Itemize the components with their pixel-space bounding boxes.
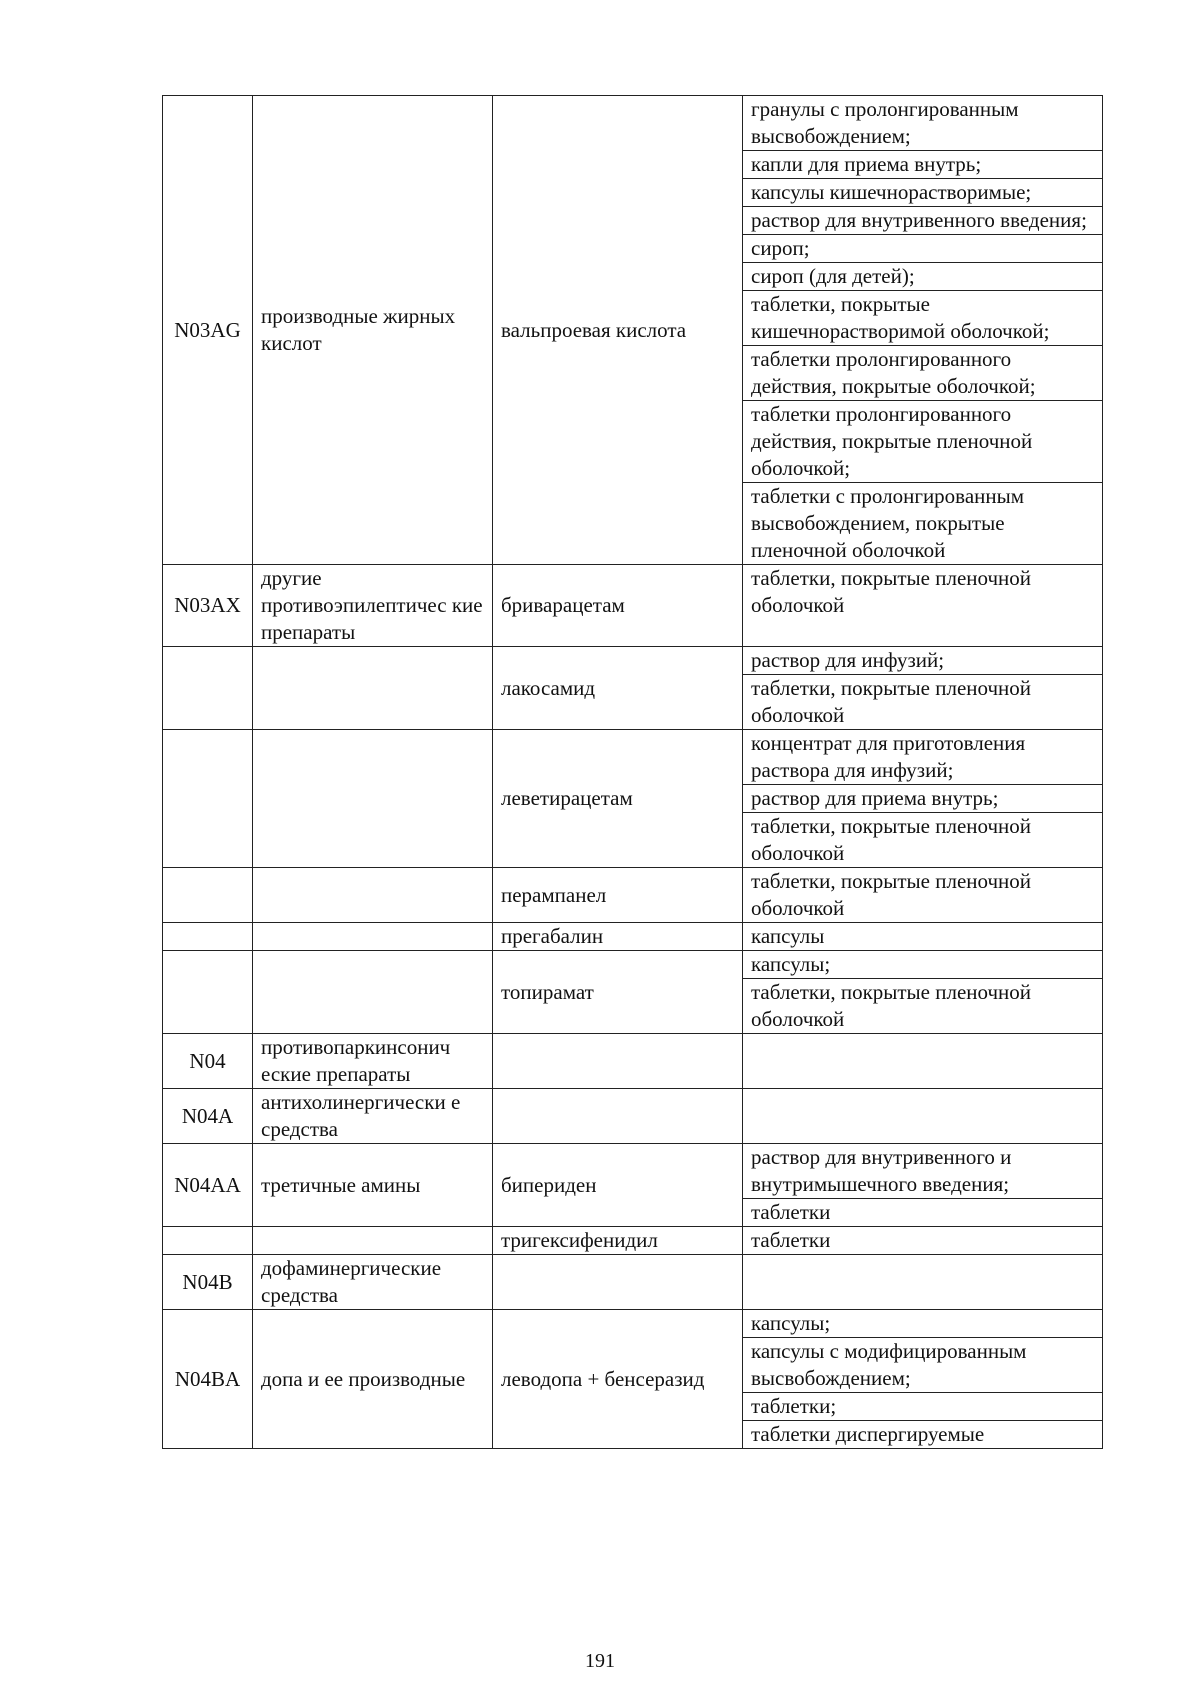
dosage-form-item: раствор для внутривенного и внутримышечного введения; bbox=[751, 1145, 1012, 1196]
atc-code-cell: N03AX bbox=[163, 565, 253, 647]
dosage-form-item: таблетки, покрытые пленочной оболочкой bbox=[743, 978, 1102, 1033]
drug-name-cell: бипериден bbox=[493, 1144, 743, 1227]
dosage-form-item: таблетки bbox=[743, 1198, 1102, 1226]
table-row bbox=[163, 1310, 1103, 1449]
dosage-form-item: таблетки; bbox=[743, 1392, 1102, 1420]
group-name-cell bbox=[253, 647, 493, 730]
dosage-form-item: сироп; bbox=[743, 234, 1102, 262]
dosage-form-item: таблетки пролонгированного действия, покрытые пленочной оболочкой; bbox=[743, 400, 1102, 482]
group-name-cell bbox=[253, 868, 493, 923]
dosage-forms-cell bbox=[743, 1255, 1103, 1310]
table-row bbox=[163, 923, 1103, 951]
dosage-forms-cell bbox=[743, 565, 1103, 647]
dosage-form-item: таблетки, покрытые кишечнорастворимой оболочкой; bbox=[743, 290, 1102, 345]
dosage-forms-cell bbox=[743, 730, 1103, 868]
drug-name-cell: топирамат bbox=[493, 951, 743, 1034]
dosage-form-item: капсулы bbox=[751, 924, 825, 948]
group-name-cell: производные жирных кислот bbox=[253, 96, 493, 565]
group-name-cell bbox=[253, 730, 493, 868]
atc-code-cell bbox=[163, 1227, 253, 1255]
atc-code-cell bbox=[163, 868, 253, 923]
atc-code-cell: N04 bbox=[163, 1034, 253, 1089]
dosage-forms-cell bbox=[743, 96, 1103, 565]
atc-code-cell: N04AA bbox=[163, 1144, 253, 1227]
dosage-form-item: таблетки пролонгированного действия, покрытые оболочкой; bbox=[743, 345, 1102, 400]
group-name-cell: третичные амины bbox=[253, 1144, 493, 1227]
group-name-cell: допа и ее производные bbox=[253, 1310, 493, 1449]
dosage-form-item: таблетки диспергируемые bbox=[743, 1420, 1102, 1448]
table-row bbox=[163, 96, 1103, 565]
table-row bbox=[163, 868, 1103, 923]
table-row bbox=[163, 1089, 1103, 1144]
table-row bbox=[163, 1034, 1103, 1089]
group-name-cell: другие противоэпилептичес кие препараты bbox=[253, 565, 493, 647]
dosage-forms-cell bbox=[743, 868, 1103, 923]
drug-name-cell: леветирацетам bbox=[493, 730, 743, 868]
table-row bbox=[163, 951, 1103, 1034]
dosage-form-item: раствор для приема внутрь; bbox=[743, 784, 1102, 812]
atc-code-cell bbox=[163, 730, 253, 868]
group-name-cell: антихолинергически е средства bbox=[253, 1089, 493, 1144]
atc-code-cell: N04BA bbox=[163, 1310, 253, 1449]
table-row bbox=[163, 565, 1103, 647]
dosage-form-item: капли для приема внутрь; bbox=[743, 150, 1102, 178]
table-row bbox=[163, 1255, 1103, 1310]
drug-name-cell bbox=[493, 1089, 743, 1144]
table-body bbox=[163, 96, 1103, 1449]
dosage-forms-cell bbox=[743, 1310, 1103, 1449]
drug-table bbox=[162, 95, 1103, 1449]
dosage-forms-cell bbox=[743, 923, 1103, 951]
dosage-form-item: концентрат для приготовления раствора для инфузий; bbox=[751, 731, 1026, 782]
group-name-cell bbox=[253, 1227, 493, 1255]
dosage-form-item: капсулы с модифицированным высвобождением; bbox=[743, 1337, 1102, 1392]
drug-name-cell: тригексифенидил bbox=[493, 1227, 743, 1255]
dosage-forms-cell bbox=[743, 1089, 1103, 1144]
drug-name-cell: вальпроевая кислота bbox=[493, 96, 743, 565]
table-row bbox=[163, 1227, 1103, 1255]
table-row bbox=[163, 647, 1103, 730]
dosage-form-item: таблетки bbox=[751, 1228, 831, 1252]
dosage-form-item: таблетки, покрытые пленочной оболочкой bbox=[743, 674, 1102, 729]
atc-code-cell: N04B bbox=[163, 1255, 253, 1310]
dosage-form-item: таблетки, покрытые пленочной оболочкой bbox=[751, 869, 1032, 920]
dosage-form-item: раствор для внутривенного введения; bbox=[743, 206, 1102, 234]
group-name-cell: противопаркинсонич еские препараты bbox=[253, 1034, 493, 1089]
dosage-form-item: сироп (для детей); bbox=[743, 262, 1102, 290]
drug-name-cell: прегабалин bbox=[493, 923, 743, 951]
drug-name-cell bbox=[493, 1255, 743, 1310]
dosage-form-item bbox=[743, 1034, 1102, 1061]
dosage-form-item: капсулы кишечнорастворимые; bbox=[743, 178, 1102, 206]
dosage-forms-cell bbox=[743, 951, 1103, 1034]
dosage-form-item: капсулы; bbox=[751, 1311, 831, 1335]
dosage-form-item bbox=[743, 1255, 1102, 1282]
drug-name-cell: леводопа + бенсеразид bbox=[493, 1310, 743, 1449]
drug-name-cell: лакосамид bbox=[493, 647, 743, 730]
dosage-form-item: таблетки с пролонгированным высвобождением, покрытые пленочной оболочкой bbox=[743, 482, 1102, 564]
dosage-forms-cell bbox=[743, 1034, 1103, 1089]
dosage-forms-cell bbox=[743, 1227, 1103, 1255]
group-name-cell: дофаминергические средства bbox=[253, 1255, 493, 1310]
dosage-forms-cell bbox=[743, 1144, 1103, 1227]
drug-name-cell: перампанел bbox=[493, 868, 743, 923]
atc-code-cell bbox=[163, 951, 253, 1034]
atc-code-cell bbox=[163, 647, 253, 730]
group-name-cell bbox=[253, 951, 493, 1034]
atc-code-cell bbox=[163, 923, 253, 951]
dosage-form-item: раствор для инфузий; bbox=[751, 648, 945, 672]
dosage-form-item: таблетки, покрытые пленочной оболочкой bbox=[751, 566, 1032, 617]
page-number: 191 bbox=[585, 1650, 615, 1672]
table-row bbox=[163, 730, 1103, 868]
table-row bbox=[163, 1144, 1103, 1227]
drug-name-cell: бриварацетам bbox=[493, 565, 743, 647]
dosage-forms-cell bbox=[743, 647, 1103, 730]
drug-name-cell bbox=[493, 1034, 743, 1089]
dosage-form-item: капсулы; bbox=[751, 952, 831, 976]
dosage-form-item bbox=[743, 1089, 1102, 1116]
atc-code-cell: N03AG bbox=[163, 96, 253, 565]
atc-code-cell: N04A bbox=[163, 1089, 253, 1144]
dosage-form-item: таблетки, покрытые пленочной оболочкой bbox=[743, 812, 1102, 867]
group-name-cell bbox=[253, 923, 493, 951]
dosage-form-item: гранулы с пролонгированным высвобождением; bbox=[751, 97, 1019, 148]
